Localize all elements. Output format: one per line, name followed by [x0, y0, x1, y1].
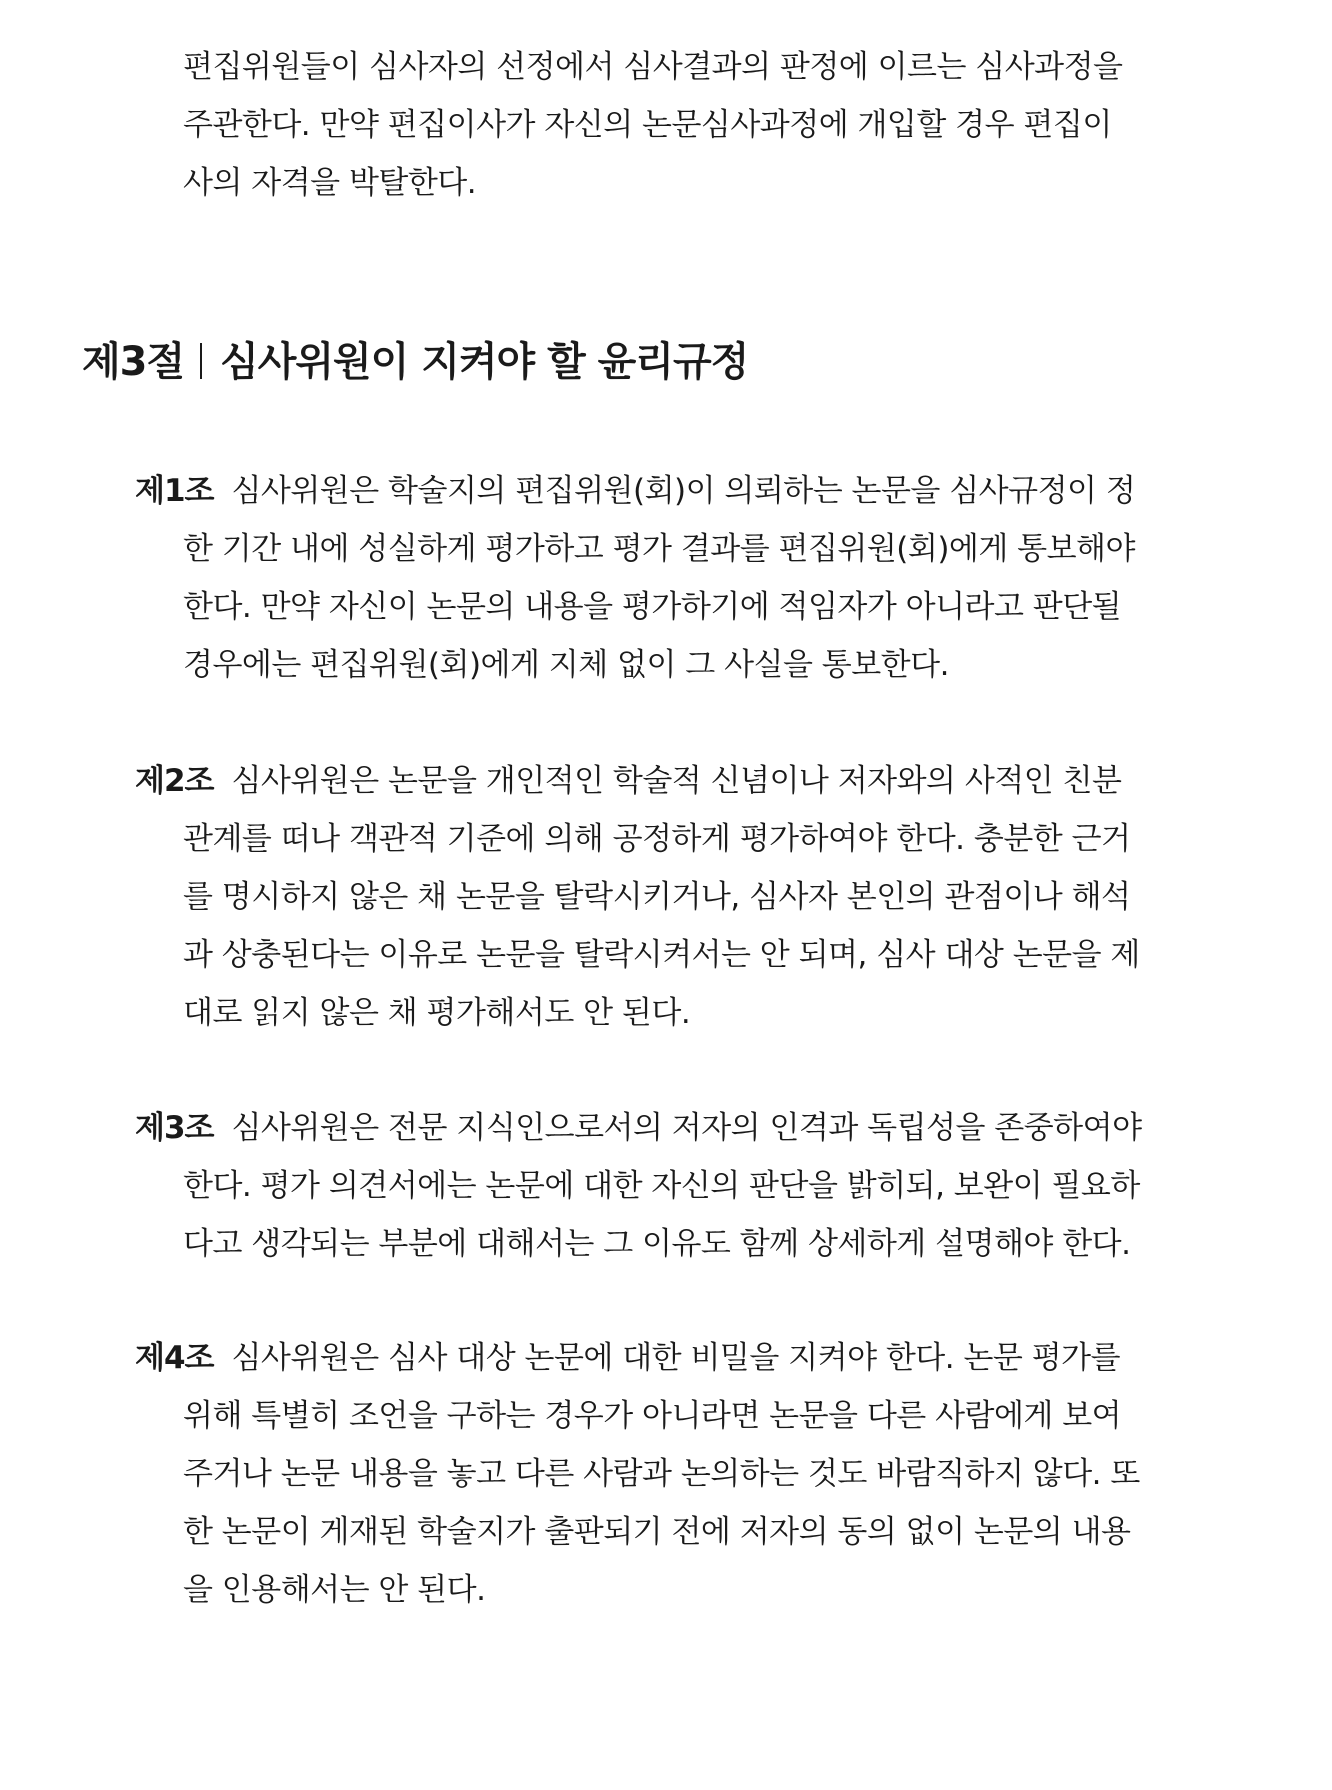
- article-first-line: [135, 1110, 1142, 1146]
- article-line: 과 상충된다는 이유로 논문을 탈락시켜서는 안 되며, 심사 대상 논문을 제: [183, 937, 1140, 973]
- section-divider: [200, 343, 202, 379]
- article-1: [135, 462, 1185, 694]
- article-line: 위해 특별히 조언을 구하는 경우가 아니라면 논문을 다른 사람에게 보여: [183, 1398, 1122, 1434]
- article-first-line: [135, 763, 1121, 799]
- article-line: 심사위원은 논문을 개인적인 학술적 신념이나 저자와의 사적인 친분: [231, 763, 1122, 799]
- article-line: 한다. 평가 의견서에는 논문에 대한 자신의 판단을 밝히되, 보완이 필요하: [183, 1168, 1140, 1204]
- section-title-text: 심사위원이 지켜야 할 윤리규정: [220, 339, 749, 385]
- section-heading: [82, 330, 748, 387]
- intro-line: 사의 자격을 박탈한다.: [183, 165, 477, 201]
- article-line: 한 기간 내에 성실하게 평가하고 평가 결과를 편집위원(회)에게 통보해야: [183, 531, 1135, 567]
- article-2: [135, 752, 1185, 1042]
- article-number: 제1조: [135, 473, 214, 509]
- article-line: 주거나 논문 내용을 놓고 다른 사람과 논의하는 것도 바람직하지 않다. 또: [183, 1456, 1140, 1492]
- article-line: 를 명시하지 않은 채 논문을 탈락시키거나, 심사자 본인의 관점이나 해석: [183, 879, 1131, 915]
- section-number: 제3절: [82, 339, 185, 385]
- article-line: 심사위원은 전문 지식인으로서의 저자의 인격과 독립성을 존중하여야: [231, 1110, 1142, 1146]
- article-first-line: [135, 1340, 1120, 1376]
- article-line: 경우에는 편집위원(회)에게 지체 없이 그 사실을 통보한다.: [183, 647, 949, 683]
- article-4: [135, 1329, 1185, 1619]
- article-line: 한 논문이 게재된 학술지가 출판되기 전에 저자의 동의 없이 논문의 내용: [183, 1514, 1131, 1550]
- article-number: 제3조: [135, 1110, 214, 1146]
- article-line: 대로 읽지 않은 채 평가해서도 안 된다.: [183, 995, 691, 1031]
- article-first-line: [135, 473, 1135, 509]
- article-line: 심사위원은 심사 대상 논문에 대한 비밀을 지켜야 한다. 논문 평가를: [231, 1340, 1121, 1376]
- intro-line: 편집위원들이 심사자의 선정에서 심사결과의 판정에 이르는 심사과정을: [183, 49, 1123, 85]
- article-line: 다고 생각되는 부분에 대해서는 그 이유도 함께 상세하게 설명해야 한다.: [183, 1226, 1131, 1262]
- article-number: 제2조: [135, 763, 214, 799]
- intro-line: 주관한다. 만약 편집이사가 자신의 논문심사과정에 개입할 경우 편집이: [183, 107, 1112, 143]
- intro-paragraph: [183, 38, 1183, 212]
- article-number: 제4조: [135, 1340, 214, 1376]
- article-3: [135, 1099, 1185, 1273]
- article-line: 관계를 떠나 객관적 기준에 의해 공정하게 평가하여야 한다. 충분한 근거: [183, 821, 1131, 857]
- article-line: 한다. 만약 자신이 논문의 내용을 평가하기에 적임자가 아니라고 판단될: [183, 589, 1122, 625]
- article-line: 을 인용해서는 안 된다.: [183, 1572, 486, 1608]
- article-line: 심사위원은 학술지의 편집위원(회)이 의뢰하는 논문을 심사규정이 정: [231, 473, 1136, 509]
